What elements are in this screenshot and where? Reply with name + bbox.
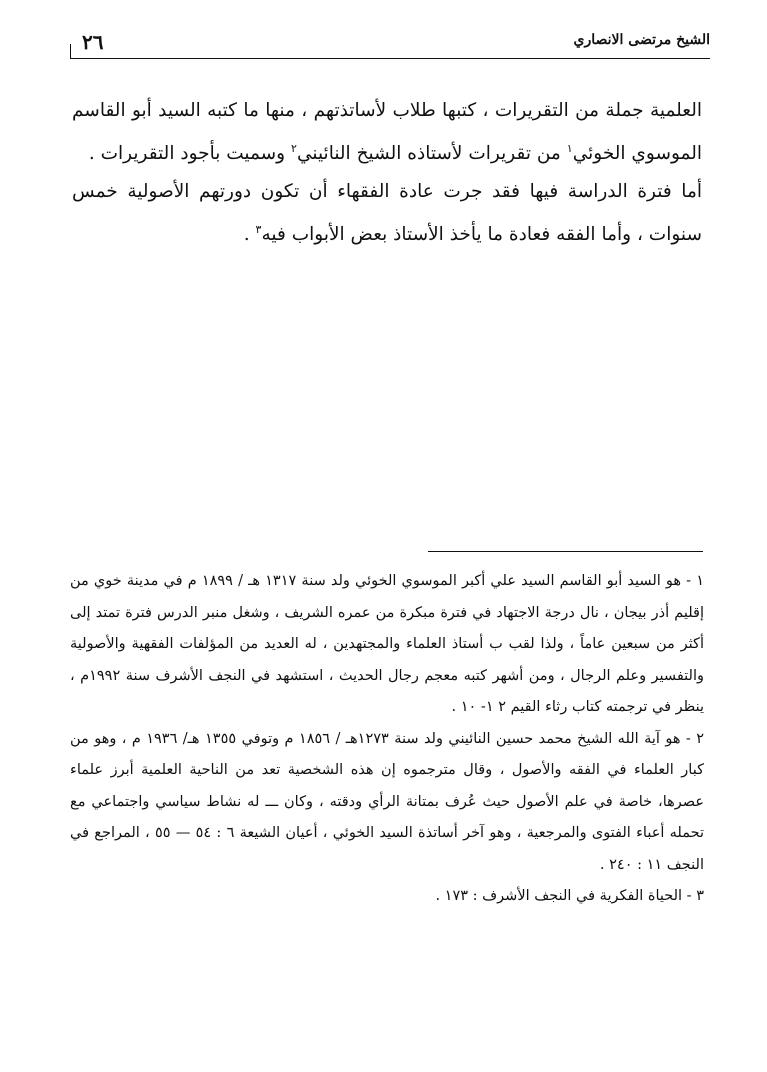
footnote-3: ٣ - الحياة الفكرية في النجف الأشرف : ١٧٣ . <box>435 888 704 904</box>
footnote-marker-2: ٢ <box>291 142 297 155</box>
main-paragraph-2 <box>72 173 702 254</box>
running-title: الشيخ مرتضى الانصاري <box>573 32 710 48</box>
footnote-marker-1: ١ <box>566 142 573 155</box>
paragraph-1-text-a: العلمية جملة من التقريرات ، كتبها طلاب لأساتذتهم ، منها ما كتبه السيد أبو القاسم الموسوي الخوئي <box>72 100 702 165</box>
footnote-marker-3: ٣ <box>255 223 262 237</box>
paragraph-2-text: أما فترة الدراسة فيها فقد جرت عادة الفقهاء أن تكون دورتهم الأصولية خمس سنوات ، وأما الفقه فعادة ما يأخذ الأستاذ بعض الأبواب فيه <box>72 181 702 246</box>
footnote-separator <box>428 551 703 552</box>
footnotes <box>70 566 704 913</box>
main-paragraph-1 <box>72 92 702 173</box>
page-header <box>70 30 710 60</box>
footnote-1: ١ - هو السيد أبو القاسم السيد علي أكبر الموسوي الخوئي ولد سنة ١٣١٧ هـ / ١٨٩٩ م في مدينة خوي من إقليم أذر بيجان ، نال درجة الاجتهاد في فترة مبكرة من عمره الشريف ، وشغل منبر الدرس فترة تمتد إلى أكثر من سبعين عاماً ، ولذا لقب ب أستاذ العلماء والمجتهدين ، له العديد من المؤلفات الفقهية والأصولية والتفسير وعلم الرجال ، ومن أشهر كتبه معجم رجال الحديث ، استشهد في النجف الأشرف سنة ١٩٩٢م ، ينظر في ترجمته كتاب رثاء القيم ٢ ١- ١٠ . <box>70 573 704 715</box>
paragraph-1-text-b: من تقريرات لأستاذه الشيخ النائيني <box>296 143 567 165</box>
paragraph-1-text-c: وسميت بأجود التقريرات . <box>88 143 291 165</box>
page-number: ٢٦ <box>82 30 104 54</box>
main-text <box>72 92 702 254</box>
paragraph-2-end: . <box>243 224 256 246</box>
header-tick <box>70 44 71 58</box>
header-rule <box>70 58 710 59</box>
footnote-2: ٢ - هو آية الله الشيخ محمد حسين النائيني ولد سنة ١٢٧٣هـ / ١٨٥٦ م وتوفي ١٣٥٥ هـ/ ١٩٣٦ م ، وهو من كبار العلماء في الفقه والأصول ، وقال مترجموه إن هذه الشخصية تعد من الناحية العلمية أبرز علماء عصرها، خاصة في علم الأصول حيث عُرف بمتانة الرأي ودقته ، وكان ـــ له نشاط سياسي واجتماعي مع تحمله أعباء الفتوى والمرجعية ، وهو آخر أساتذة السيد الخوئي ، أعيان الشيعة ٦ : ٥٤ — ٥٥ ، المراجع في النجف ١١ : ٢٤٠ . <box>70 730 705 873</box>
